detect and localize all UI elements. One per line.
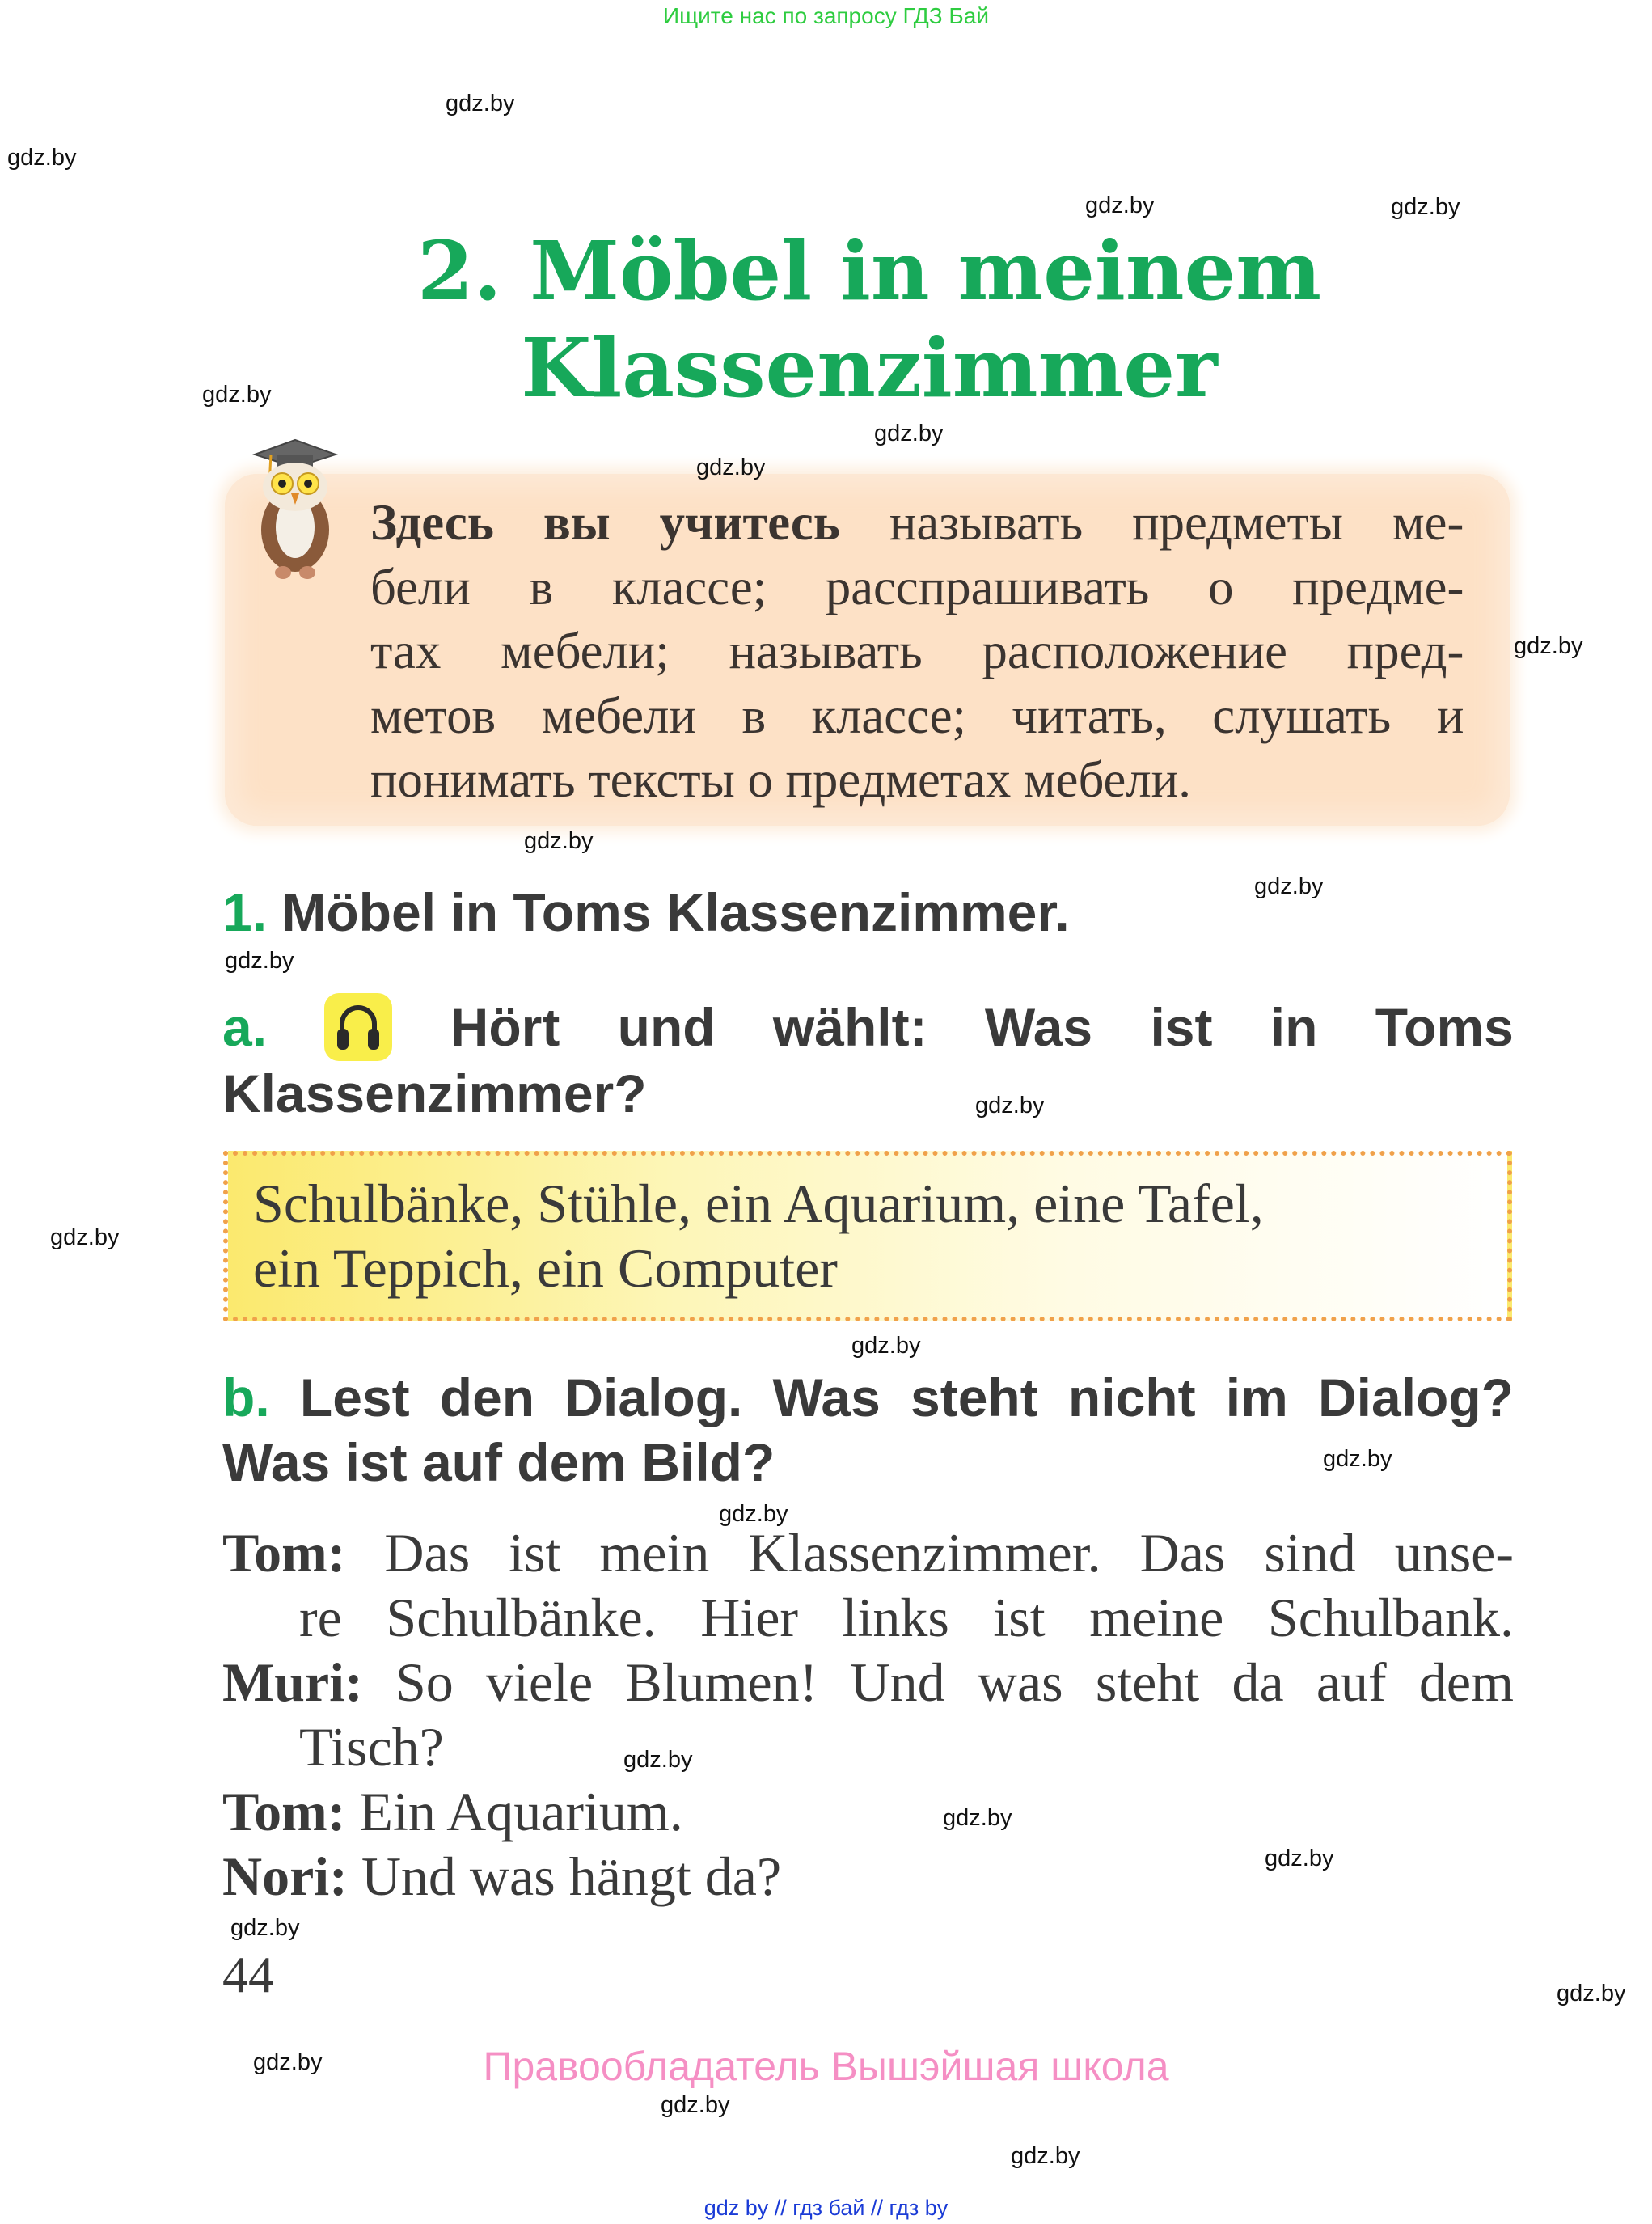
word-box-line: Schulbänke, Stühle, ein Aquarium, eine Tafel, [253, 1173, 1264, 1234]
page-title [222, 222, 1516, 416]
goals-line: метов мебели в классе; читать, слушать и [370, 686, 1464, 744]
bottom-links[interactable]: gdz by // гдз бай // гдз by [703, 2196, 949, 2220]
search-hint: Ищите нас по запросу ГДЗ Бай [662, 3, 990, 28]
exercise-1-heading [222, 882, 1070, 943]
watermark-text: gdz.by [1557, 1981, 1626, 2006]
watermark-text: gdz.by [851, 1333, 921, 1359]
dialog-line: Tom: Das ist mein Klassenzimmer. Das sind unse- [222, 1522, 1514, 1583]
owl-icon [247, 437, 344, 582]
goals-line: бели в классе; расспрашивать о предме- [370, 557, 1464, 615]
exercise-number: 1. [222, 882, 268, 942]
exercise-title: Möbel in Toms Klassenzimmer. [281, 882, 1070, 942]
task-b [222, 1365, 1514, 1495]
watermark-text: gdz.by [230, 1915, 300, 1941]
watermark-text: gdz.by [1011, 2143, 1080, 2169]
task-word: in [1270, 997, 1318, 1057]
task-word: Was [984, 997, 1093, 1057]
page-number: 44 [222, 1946, 274, 2003]
watermark-text: gdz.by [1265, 1846, 1334, 1871]
dialog-line: Tisch? [299, 1716, 444, 1778]
task-b-line-1: b. Lest den Dialog. Was steht nicht im Dialog? [222, 1368, 1514, 1427]
watermark-text: gdz.by [943, 1805, 1012, 1831]
task-a-line-2: Klassenzimmer? [222, 1063, 647, 1123]
watermark-text: gdz.by [253, 2049, 323, 2075]
watermark-text: gdz.by [1391, 194, 1460, 220]
task-word: und [617, 997, 716, 1057]
goals-line: тах мебели; называть расположение пред- [370, 622, 1464, 679]
learning-goals-text [370, 490, 1464, 812]
watermark-text: gdz.by [696, 455, 766, 480]
task-b-line-2: Was ist auf dem Bild? [222, 1432, 775, 1492]
watermark-text: gdz.by [661, 2092, 730, 2118]
watermark-text: gdz.by [225, 948, 294, 974]
watermark-text: gdz.by [719, 1501, 788, 1527]
title-line-1: 2. Möbel in meinem [416, 223, 1322, 319]
watermark-text: gdz.by [446, 91, 515, 116]
watermark-text: gdz.by [874, 421, 944, 446]
task-word: ist [1150, 997, 1213, 1057]
watermark-text: gdz.by [1254, 873, 1324, 899]
title-line-2: Klassenzimmer [521, 320, 1218, 416]
watermark-text: gdz.by [1323, 1446, 1392, 1472]
watermark-text: gdz.by [1085, 192, 1155, 218]
dialog-line: Nori: Und was hängt da? [222, 1846, 782, 1907]
goals-line: Здесь вы учитесь называть предметы ме- [370, 493, 1464, 551]
goals-line: понимать тексты о предметах мебели. [370, 750, 1191, 808]
watermark-text: gdz.by [202, 382, 272, 408]
headphones-icon[interactable] [324, 993, 392, 1061]
watermark-text: gdz.by [623, 1747, 693, 1773]
task-a-line-1 [222, 993, 1514, 1061]
task-a [222, 993, 1514, 1126]
dialog-line: re Schulbänke. Hier links ist meine Schulbank. [299, 1587, 1514, 1648]
copyright-footer: Правообладатель Вышэйшая школа [483, 2044, 1169, 2089]
task-word: Hört [450, 997, 560, 1057]
watermark-text: gdz.by [7, 145, 77, 171]
word-box-text [253, 1171, 1482, 1300]
watermark-text: gdz.by [975, 1093, 1045, 1118]
task-letter: a. [222, 997, 268, 1057]
watermark-text: gdz.by [50, 1224, 120, 1250]
goals-lead: Здесь вы учитесь [370, 493, 840, 551]
task-word: Toms [1375, 997, 1514, 1057]
word-box-line: ein Teppich, ein Computer [253, 1237, 838, 1299]
dialog-line: Tom: Ein Aquarium. [222, 1781, 683, 1842]
dialog-line: Muri: So viele Blumen! Und was steht da auf dem [222, 1651, 1514, 1713]
task-word: wählt: [772, 997, 927, 1057]
watermark-text: gdz.by [1514, 633, 1583, 659]
watermark-text: gdz.by [524, 828, 594, 854]
